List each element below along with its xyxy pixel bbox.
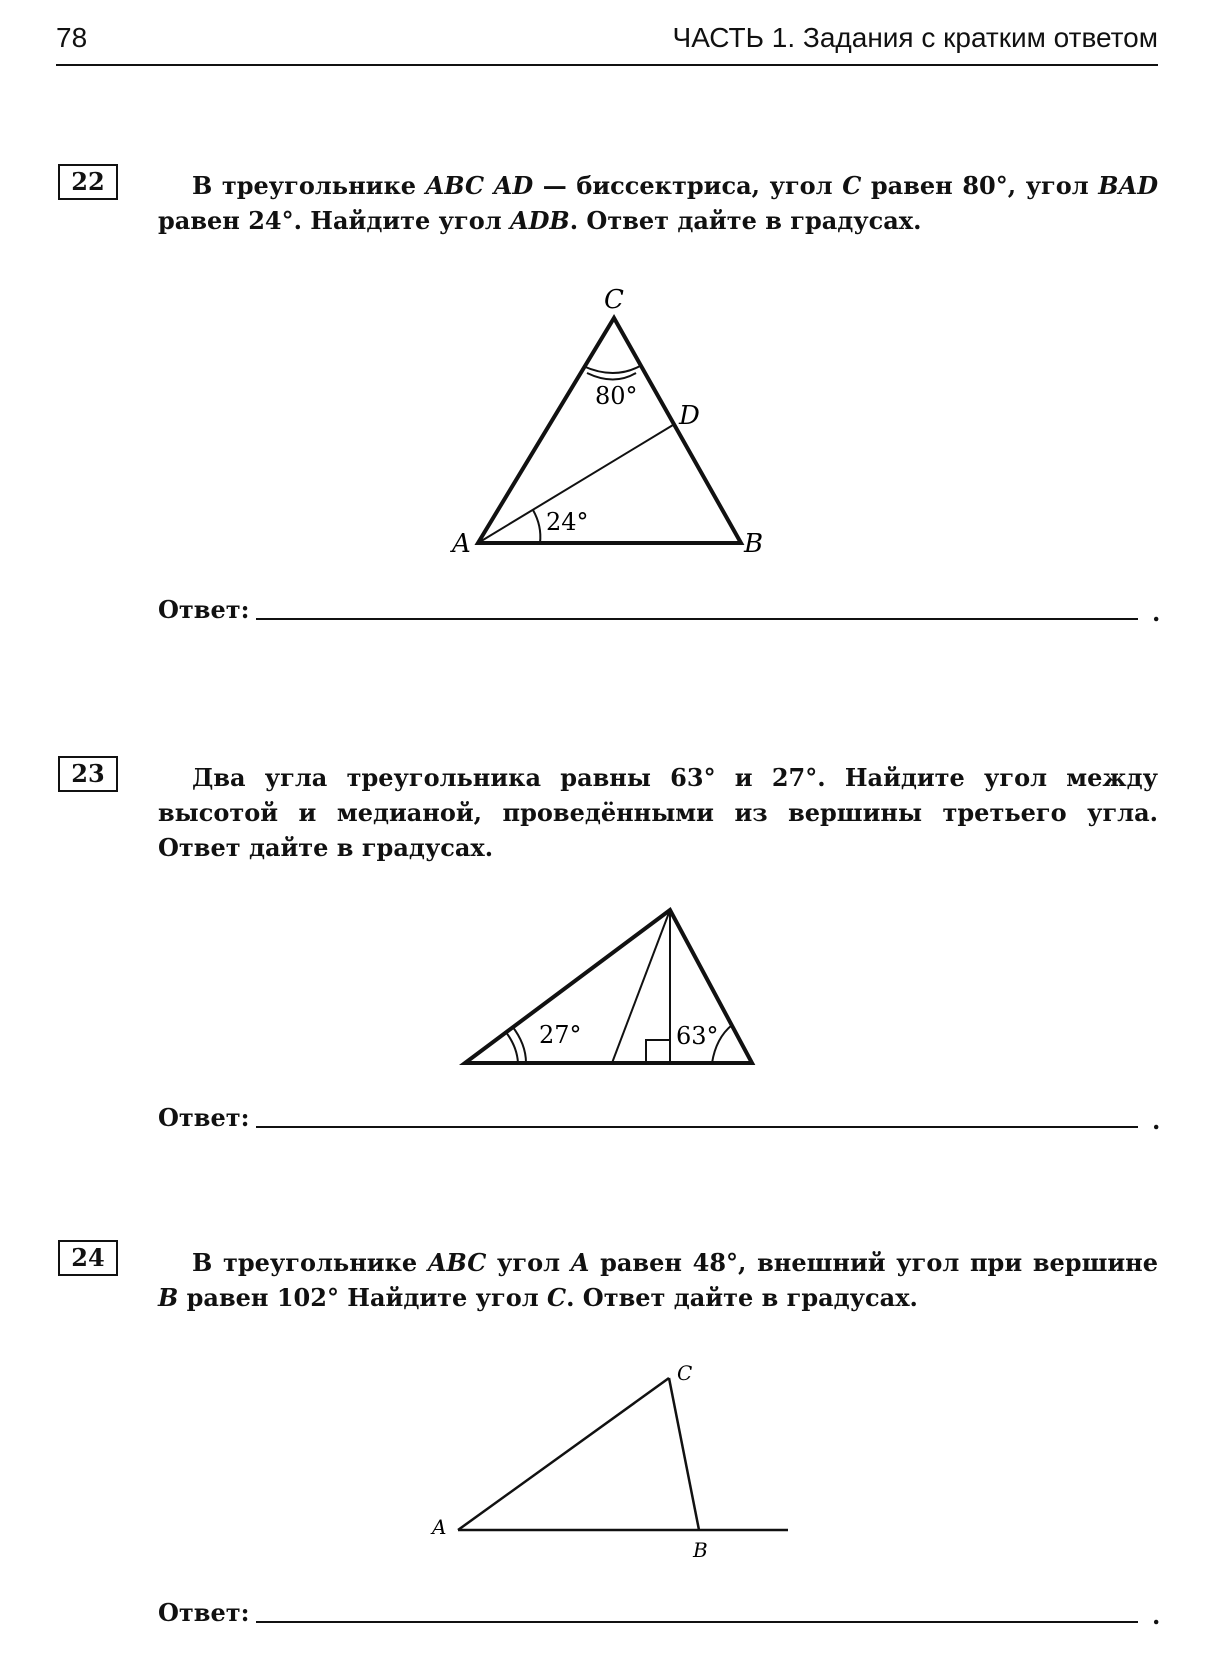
label-b: B: [744, 529, 764, 559]
figure-task-24: [0, 1355, 1216, 1570]
label-d: D: [679, 401, 700, 431]
angle-arc-27-inner: [505, 1031, 518, 1063]
task-text-23: Два угла треугольника равны 63° и 27°. Найдите угол между высотой и медианой, проведёнными из вершины третьего угла. Ответ дайте в градусах.: [158, 763, 1158, 862]
angle-label-80: 80°: [595, 382, 638, 410]
task-number-23: 23: [58, 756, 118, 792]
page-number: 78: [56, 22, 88, 53]
answer-dot-24: .: [1152, 1601, 1161, 1630]
answer-label-23: Ответ:: [158, 1103, 250, 1132]
task-text-24: В треугольнике ABC угол A равен 48°, внешний угол при вершине B равен 102° Найдите угол C. Ответ дайте в градусах.: [158, 1248, 1158, 1312]
angle-label-63: 63°: [676, 1022, 719, 1050]
triangle-abc: [478, 318, 741, 543]
label-a: A: [432, 1515, 447, 1539]
angle-arc-c-outer: [583, 366, 640, 373]
answer-label-24: Ответ:: [158, 1598, 250, 1627]
task-number-22: 22: [58, 164, 118, 200]
section-title: ЧАСТЬ 1. Задания с кратким ответом: [672, 22, 1158, 53]
answer-dot-23: .: [1152, 1106, 1161, 1135]
side-ac: [458, 1378, 669, 1530]
label-c: C: [677, 1361, 693, 1385]
right-angle-mark: [646, 1040, 670, 1063]
angle-label-24: 24°: [546, 508, 589, 536]
label-a: A: [452, 529, 471, 559]
label-c: C: [604, 285, 624, 315]
header-divider: [56, 64, 1158, 66]
side-cb: [669, 1378, 699, 1530]
figure-task-22: [0, 280, 1216, 560]
answer-line-24[interactable]: [256, 1621, 1138, 1623]
angle-arc-a: [533, 510, 540, 543]
answer-line-23[interactable]: [256, 1126, 1138, 1128]
angle-label-27: 27°: [539, 1021, 582, 1049]
label-b: B: [693, 1538, 708, 1562]
task-text-22: В треугольнике ABC AD — биссектриса, угол C равен 80°, угол BAD равен 24°. Найдите угол ADB. Ответ дайте в градусах.: [158, 171, 1159, 235]
answer-label-22: Ответ:: [158, 595, 250, 624]
figure-task-23: [0, 895, 1216, 1075]
answer-line-22[interactable]: [256, 618, 1138, 620]
answer-dot-22: .: [1152, 598, 1161, 627]
task-number-24: 24: [58, 1240, 118, 1276]
